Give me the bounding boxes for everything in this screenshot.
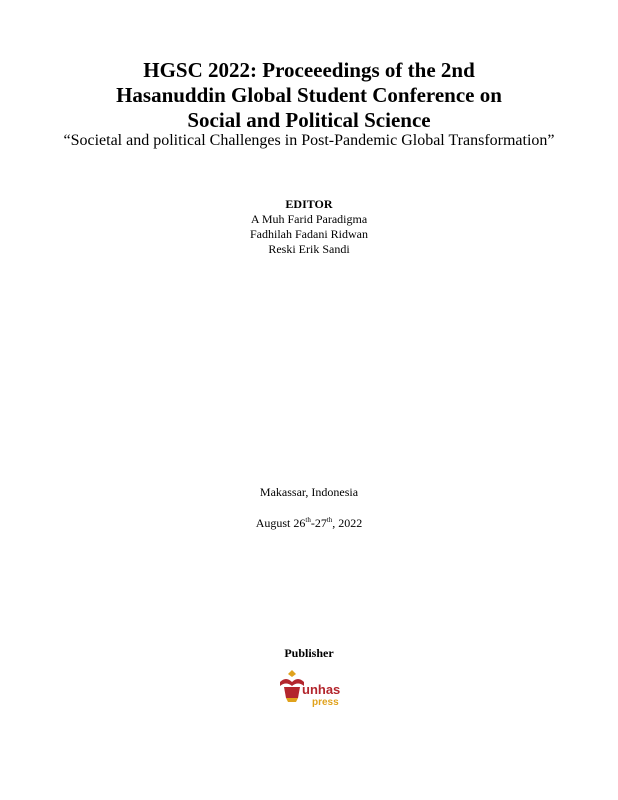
date-suffix: , 2022 <box>332 516 363 530</box>
editor-heading: EDITOR <box>285 197 333 211</box>
editor-section <box>0 197 618 257</box>
unhas-press-logo <box>276 668 348 708</box>
date-ordinal-2: th <box>326 516 333 524</box>
logo-word-unhas: unhas <box>302 682 341 697</box>
conference-location: Makassar, Indonesia <box>259 485 359 499</box>
document-subtitle: “Societal and political Challenges in Post-Pandemic Global Transformation” <box>63 132 555 149</box>
book-emblem-icon <box>280 670 304 702</box>
document-title <box>0 58 618 133</box>
logo-word-press: press <box>312 697 339 708</box>
editor-name: Reski Erik Sandi <box>268 242 350 256</box>
publisher-heading: Publisher <box>284 646 334 660</box>
date-middle: -27 <box>310 516 327 530</box>
editor-name: Fadhilah Fadani Ridwan <box>250 227 368 241</box>
title-line-3: Social and Political Science <box>187 108 431 132</box>
conference-date <box>0 515 618 531</box>
date-prefix: August 26 <box>255 516 306 530</box>
editor-name: A Muh Farid Paradigma <box>250 212 368 226</box>
title-line-2: Hasanuddin Global Student Conference on <box>116 83 502 107</box>
date-ordinal-1: th <box>305 516 311 524</box>
title-line-1: HGSC 2022: Proceeedings of the 2nd <box>143 58 475 82</box>
